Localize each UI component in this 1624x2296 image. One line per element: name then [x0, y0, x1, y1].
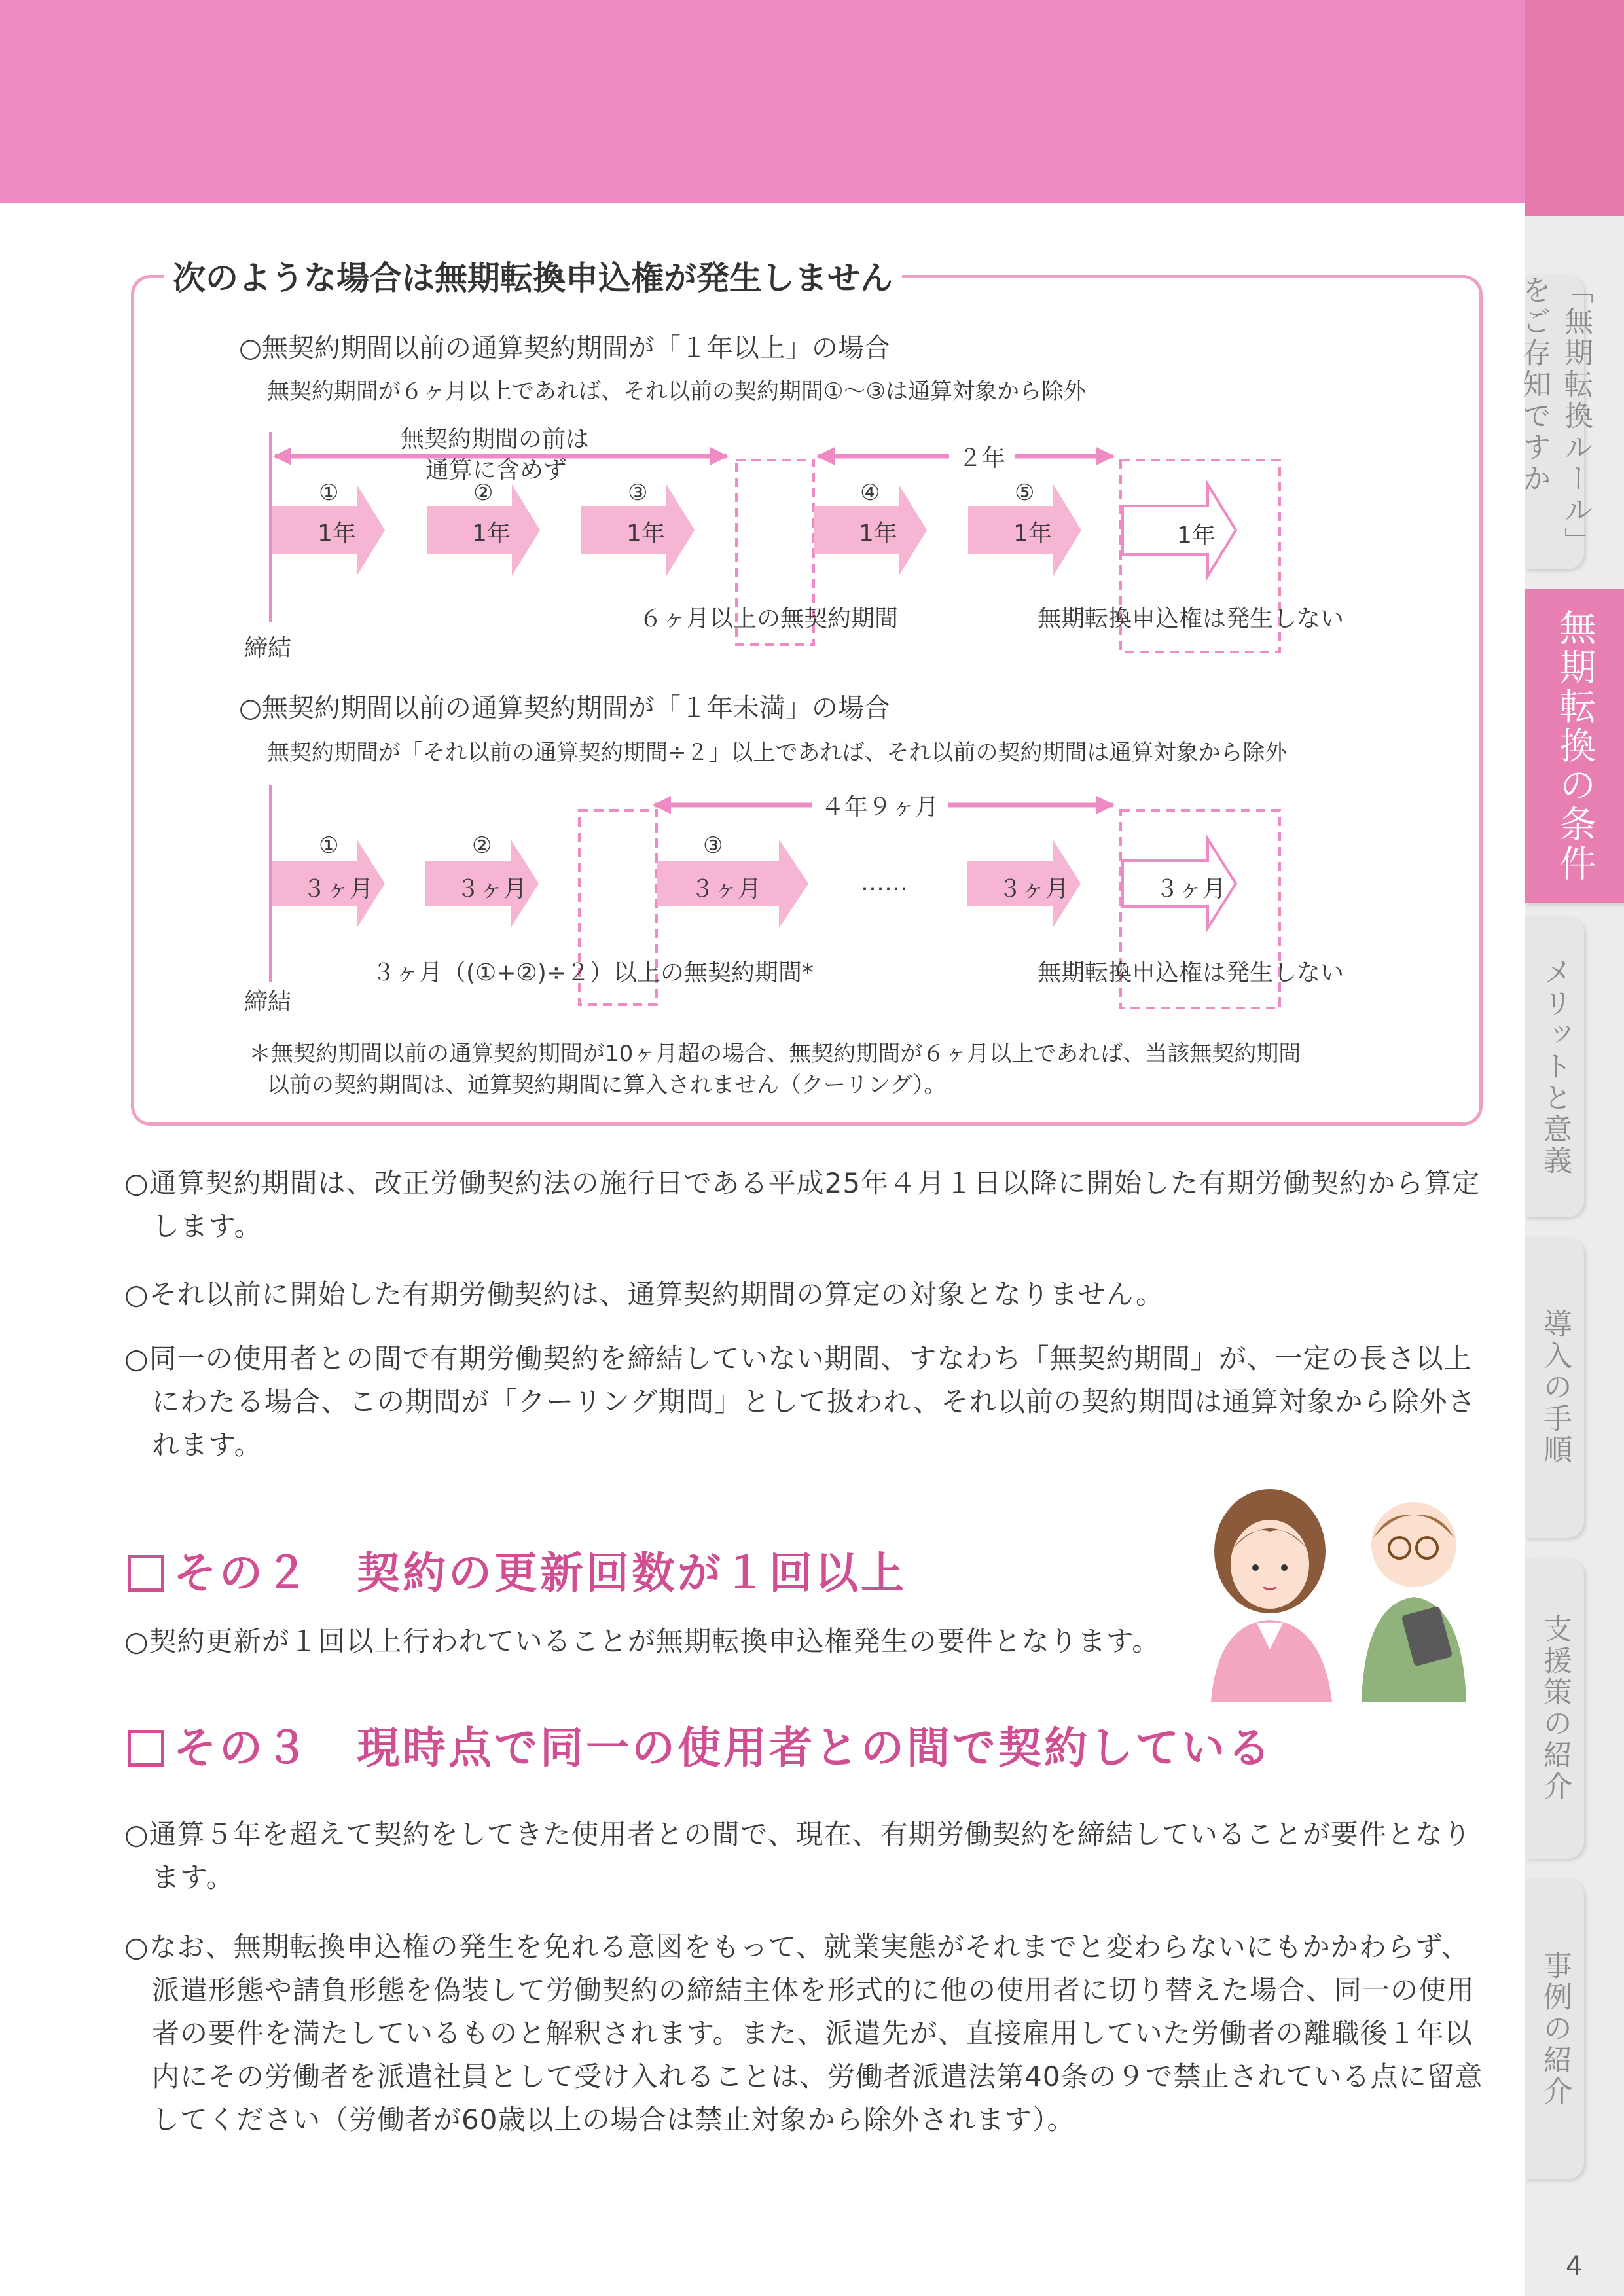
paragraph-1: ○通算契約期間は、改正労働契約法の施行日である平成25年４月１日以降に開始した有期労働契約から算定します。	[124, 1167, 1481, 1242]
section2-title: その２ 契約の更新回数が１回以上	[128, 1538, 907, 1600]
paragraph-2: ○それ以前に開始した有期労働契約は、通算契約期間の算定の対象となりません。	[124, 1278, 1164, 1310]
section3-paragraph-1: ○通算５年を超えて契約をしてきた使用者との間で、現在、有期労働契約を締結していることが要件となります。	[124, 1818, 1471, 1893]
case1-num-4: ④	[860, 480, 880, 506]
paragraph-3: ○同一の使用者との間で有期労働契約を締結していない期間、すなわち「無契約期間」が、一定の長さ以上にわたる場合、この期間が「クーリング期間」として扱われ、それ以前の契約期間は通算対象から除外されます。	[124, 1342, 1476, 1461]
section2-text: ○契約更新が１回以上行われていることが無期転換申込権発生の要件となります。	[124, 1625, 1161, 1657]
case1-num-3: ③	[628, 480, 648, 506]
case2-block-4: ３ヶ月	[998, 876, 1070, 903]
case2-subtext: 無契約期間が「それ以前の通算契約期間÷２」以上であれば、それ以前の契約期間は通算対象から除外	[267, 740, 1288, 766]
case1-block-4: 1年	[859, 520, 897, 547]
case1-excluded-label-2: 通算に含めず	[425, 457, 568, 484]
case1-block-5: 1年	[1013, 520, 1052, 547]
case1-num-2: ②	[473, 480, 494, 506]
case2-start-label: 締結	[244, 988, 292, 1015]
checkbox-icon	[128, 1730, 164, 1767]
case1-start-label: 締結	[244, 635, 292, 662]
section3-paragraph-2: ○なお、無期転換申込権の発生を免れる意図をもって、就業実態がそれまでと変わらないにもかかわらず、派遣形態や請負形態を偽装して労働契約の締結主体を形式的に他の使用者に切り替えた場合、同一の使用者の要件を満たしているものと解釈されます。また、派遣先が、直接雇用していた労働者の離職後１年以内にその労働者を派遣社員として受け入れることは、労働者派遣法第40条の９で禁止されている点に留意してください（労働者が60歳以上の場合は禁止対象から除外されます）。	[124, 1931, 1483, 2136]
case2-block-2: ３ヶ月	[456, 876, 528, 903]
diagram-title: 次のような場合は無期転換申込権が発生しません	[164, 252, 902, 299]
case1-subtext: 無契約期間が６ヶ月以上であれば、それ以前の契約期間①～③は通算対象から除外	[267, 378, 1086, 404]
case1-block-3: 1年	[626, 520, 665, 547]
case2-gap-label: ３ヶ月（(①+②)÷２）以上の無契約期間*	[372, 960, 814, 986]
page-number: 4	[1566, 2251, 1583, 2282]
woman-figure	[1211, 1489, 1332, 1702]
case1-num-1: ①	[319, 480, 339, 506]
footnote-line-1: ＊無契約期間以前の通算契約期間が10ヶ月超の場合、無契約期間が６ヶ月以上であれば、当該無契約期間	[249, 1041, 1301, 1067]
footnote-line-2: 以前の契約期間は、通算契約期間に算入されません（クーリング）。	[267, 1072, 947, 1098]
case1-span-label: ２年	[949, 440, 1015, 473]
tab-procedure[interactable]: 導入の手順	[1525, 1237, 1584, 1538]
man-figure	[1362, 1502, 1466, 1702]
case1-excluded-label-1: 無契約期間の前は	[401, 426, 590, 453]
case2-num-1: ①	[319, 833, 339, 859]
case1-block-6: 1年	[1177, 522, 1216, 549]
case2-block-1: ３ヶ月	[302, 876, 374, 903]
tab-mukitenkan-conditions[interactable]: 無期転換の条件	[1525, 589, 1624, 903]
tab-cases[interactable]: 事例の紹介	[1525, 1878, 1584, 2179]
tab-mukitenkan-rule[interactable]: 「無期転換ルール」をご存知ですか	[1525, 275, 1584, 569]
case1-no-right-label: 無期転換申込権は発生しない	[1038, 605, 1344, 632]
case2-heading: ○無契約期間以前の通算契約期間が「１年未満」の場合	[239, 693, 890, 723]
case2-no-right-label: 無期転換申込権は発生しない	[1038, 960, 1344, 986]
case2-span-label: ４年９ヶ月	[812, 789, 948, 822]
case2-block-5: ３ヶ月	[1155, 876, 1227, 903]
case1-heading: ○無契約期間以前の通算契約期間が「１年以上」の場合	[239, 333, 890, 363]
case2-num-3: ③	[703, 833, 723, 859]
case2-num-2: ②	[472, 833, 492, 859]
checkbox-icon	[128, 1555, 164, 1592]
case2-ellipsis: ……	[861, 869, 908, 896]
tab-support[interactable]: 支援策の紹介	[1525, 1558, 1584, 1859]
case1-block-2: 1年	[472, 520, 511, 547]
case2-block-3: ３ヶ月	[691, 876, 762, 903]
case1-gap-label: ６ヶ月以上の無契約期間	[639, 605, 899, 632]
tab-merit[interactable]: メリットと意義	[1525, 916, 1584, 1217]
people-illustration	[1191, 1479, 1506, 1702]
case1-num-5: ⑤	[1015, 480, 1035, 506]
section3-title: その３ 現時点で同一の使用者との間で契約している	[128, 1713, 1273, 1775]
case1-block-1: 1年	[317, 520, 356, 547]
